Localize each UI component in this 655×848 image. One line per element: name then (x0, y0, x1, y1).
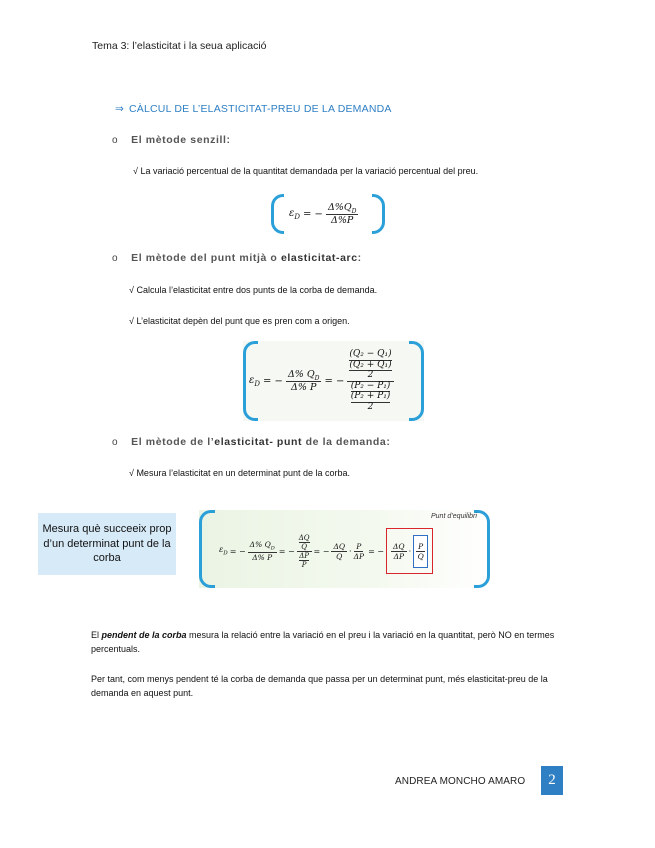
arrow-right-icon: ⇒ (115, 103, 124, 115)
method-simple-heading (112, 134, 231, 146)
method-simple-title: El mètode senzill: (131, 134, 231, 146)
equilibrium-label: Punt d’equilibri (431, 513, 477, 520)
bullet-icon: o (112, 135, 119, 146)
formula-point: $\varepsilon_D$ = − $\frac{\Delta\% Q_D}{\Delta\% P}$ = − $\frac{\frac{\Delta Q}{Q}}{\frac{\Delta P}{P}}$ = − $\frac{\Delta Q}{Q}$ · $\frac{P}{\Delta P}$ = − $\frac{\Delta Q}{\Delta P}$ · $\frac{P}{Q}$ Punt d’equilibri (199, 510, 490, 588)
red-highlight-box: $\frac{\Delta Q}{\Delta P}$ · $\frac{P}{Q}$ (386, 528, 433, 574)
bullet-icon: o (112, 253, 119, 264)
method-point-heading: o El mètode de l’elasticitat- punt de la demanda: (112, 436, 391, 448)
paragraph-slope: El pendent de la corba mesura la relació entre la variació en el preu i la variació en la quantitat, però NO en termes percentuals. (91, 630, 555, 654)
right-bracket (409, 341, 424, 421)
method-point-check: √ Mesura l’elasticitat en un determinat punt de la corba. (129, 468, 351, 478)
method-midpoint-heading: o El mètode del punt mitjà o elasticitat-arc: (112, 252, 362, 264)
callout-text: Mesura què succeeix prop d’un determinat punt de la corba (42, 522, 172, 565)
formula-midpoint: $\varepsilon_D$ = − $\frac{\Delta\% Q_D}{\Delta\% P}$ = − $\frac{\frac{\text{(Q₂ − Q₁)}}{\frac{\text{(Q₂ + Q₁)}}{2}}}{\frac{\text{(P₂ − P₁)}}{\frac{\text{(P₂ + P₁)}}{2}}}$ (243, 341, 424, 421)
epsilon-symbol: ε (289, 207, 295, 219)
method-simple-check: √ La variació percentual de la quantitat demandada per la variació percentual del preu. (133, 166, 479, 176)
left-bracket (271, 194, 284, 234)
page-number: 2 (541, 766, 563, 795)
method-midpoint-check-1: √ Calcula l’elasticitat entre dos punts de la corba de demanda. (129, 285, 378, 295)
section-title (115, 103, 392, 115)
paragraph-conclusion: Per tant, com menys pendent té la corba de demanda que passa per un determinat punt, més elasticitat-preu de la demanda en aquest punt. (91, 674, 548, 698)
footer-author: ANDREA MONCHO AMARO (395, 776, 526, 787)
section-title-text: CÀLCUL DE L’ELASTICITAT-PREU DE LA DEMANDA (129, 103, 392, 115)
method-midpoint-check-2: √ L’elasticitat depèn del punt que es pren com a origen. (129, 316, 350, 326)
left-bracket (199, 510, 215, 588)
bullet-icon: o (112, 437, 119, 448)
blue-highlight-box: $\frac{P}{Q}$ (413, 535, 428, 568)
callout-box (38, 513, 176, 575)
right-bracket (372, 194, 385, 234)
page-header: Tema 3: l’elasticitat i la seua aplicació (92, 40, 267, 52)
formula-simple: $\varepsilon_D$ = − $\frac{\Delta\%Q_D}{\Delta\%P}$ (271, 194, 385, 234)
right-bracket (474, 510, 490, 588)
